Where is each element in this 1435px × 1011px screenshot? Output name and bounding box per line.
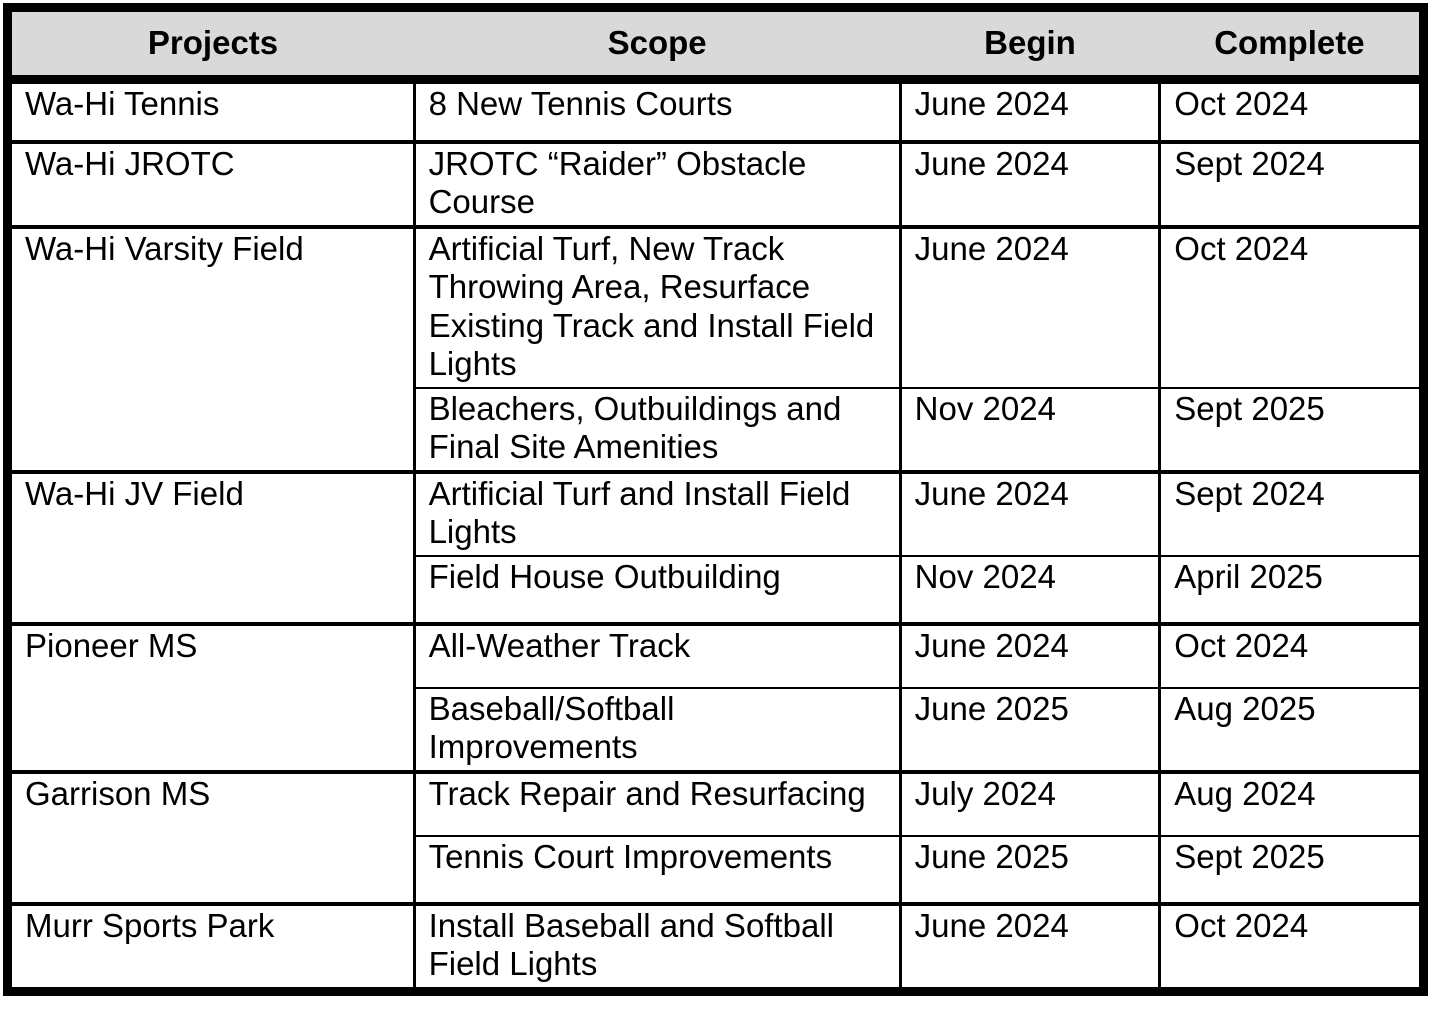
begin-cell: June 2024 [900,80,1160,142]
column-header-projects: Projects [8,8,415,80]
project-cell: Wa-Hi Varsity Field [8,227,415,472]
scope-cell: Baseball/Softball Improvements [414,688,900,772]
complete-cell: Oct 2024 [1160,227,1424,388]
complete-cell: Aug 2025 [1160,688,1424,772]
begin-cell: June 2024 [900,227,1160,388]
table-header [8,8,1424,80]
table-row [8,142,1424,227]
table-row [8,904,1424,992]
scope-cell: Artificial Turf, New Track Throwing Area, Resurface Existing Track and Install Field Lights [414,227,900,388]
scope-cell: Field House Outbuilding [414,556,900,624]
complete-cell: April 2025 [1160,556,1424,624]
begin-cell: June 2024 [900,904,1160,992]
projects-schedule-table [3,3,1428,996]
scope-cell: All-Weather Track [414,624,900,688]
begin-cell: June 2025 [900,836,1160,904]
begin-cell: Nov 2024 [900,388,1160,472]
begin-cell: June 2024 [900,472,1160,556]
scope-cell: JROTC “Raider” Obstacle Course [414,142,900,227]
table-body [8,80,1424,992]
scope-cell: Tennis Court Improvements [414,836,900,904]
column-header-begin: Begin [900,8,1160,80]
begin-cell: Nov 2024 [900,556,1160,624]
project-cell: Wa-Hi JROTC [8,142,415,227]
complete-cell: Oct 2024 [1160,904,1424,992]
project-cell: Garrison MS [8,772,415,904]
begin-cell: July 2024 [900,772,1160,836]
header-row [8,8,1424,80]
begin-cell: June 2024 [900,624,1160,688]
complete-cell: Oct 2024 [1160,80,1424,142]
complete-cell: Sept 2024 [1160,472,1424,556]
column-header-complete: Complete [1160,8,1424,80]
table-row [8,472,1424,556]
complete-cell: Sept 2025 [1160,836,1424,904]
scope-cell: 8 New Tennis Courts [414,80,900,142]
scope-cell: Bleachers, Outbuildings and Final Site Amenities [414,388,900,472]
complete-cell: Sept 2024 [1160,142,1424,227]
table-row [8,624,1424,688]
table-row [8,772,1424,836]
complete-cell: Oct 2024 [1160,624,1424,688]
complete-cell: Sept 2025 [1160,388,1424,472]
scope-cell: Artificial Turf and Install Field Lights [414,472,900,556]
table-row [8,227,1424,388]
column-header-scope: Scope [414,8,900,80]
project-cell: Wa-Hi JV Field [8,472,415,624]
begin-cell: June 2024 [900,142,1160,227]
project-cell: Wa-Hi Tennis [8,80,415,142]
scope-cell: Track Repair and Resurfacing [414,772,900,836]
complete-cell: Aug 2024 [1160,772,1424,836]
project-cell: Murr Sports Park [8,904,415,992]
table-row [8,80,1424,142]
scope-cell: Install Baseball and Softball Field Lights [414,904,900,992]
begin-cell: June 2025 [900,688,1160,772]
project-cell: Pioneer MS [8,624,415,772]
